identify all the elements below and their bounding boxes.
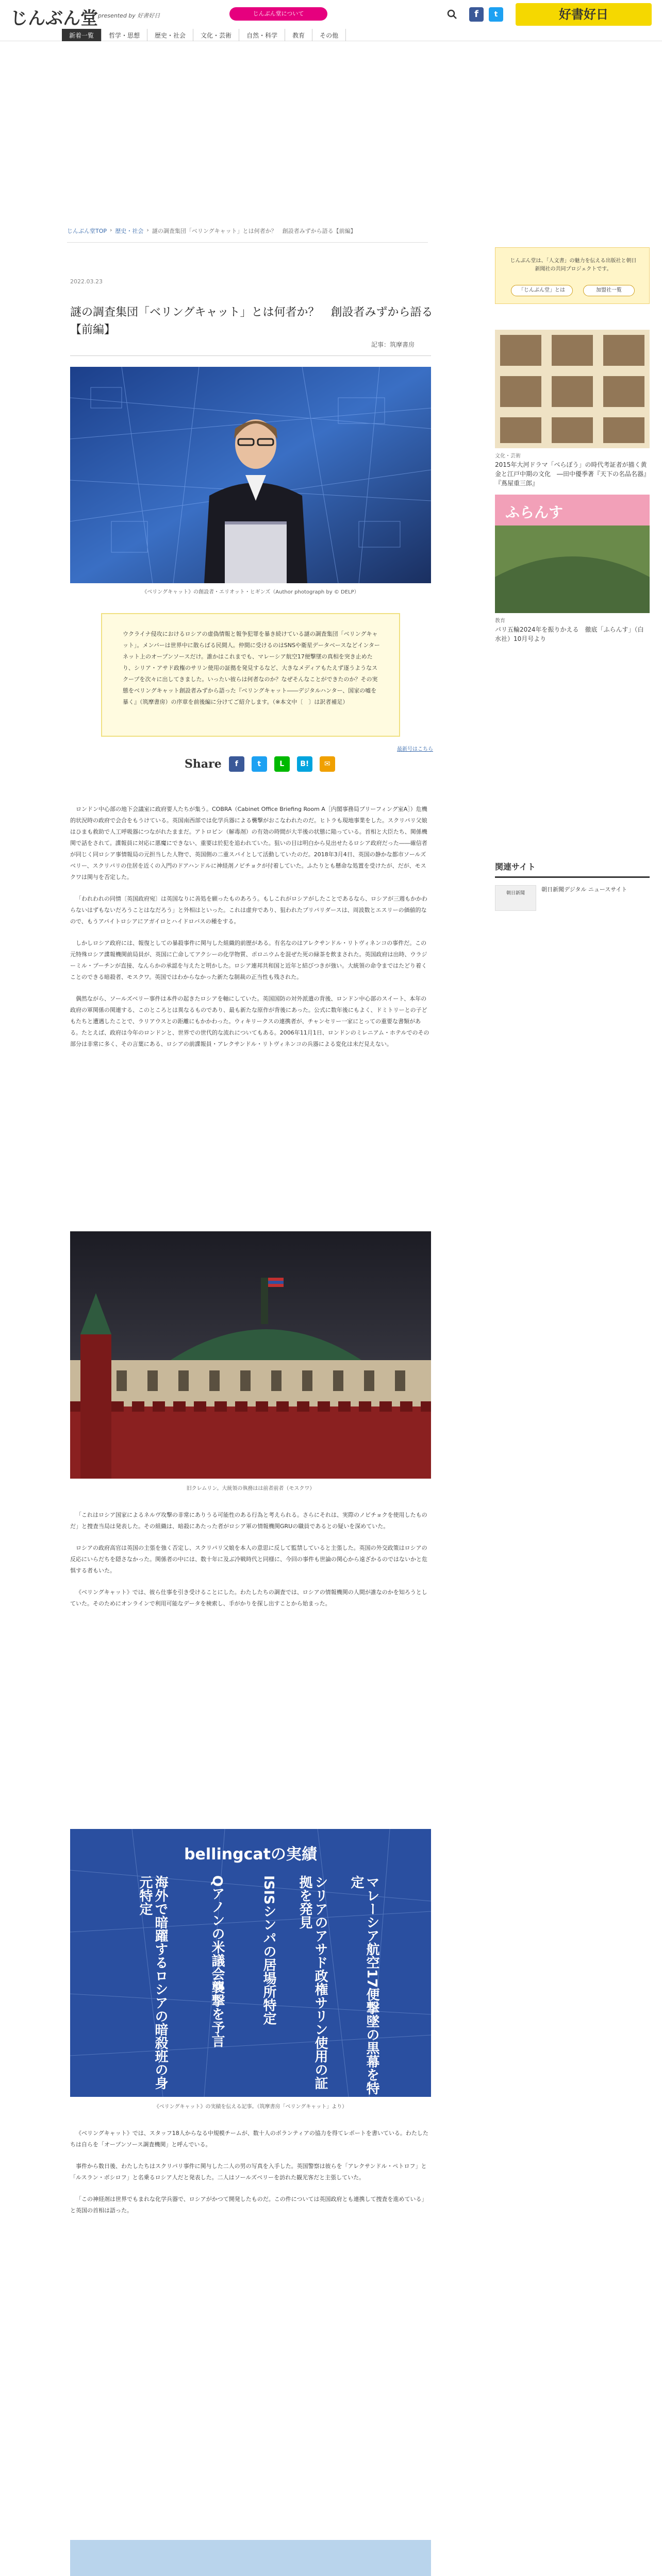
hero-photo — [70, 367, 431, 583]
paragraph: 「これはロシア国家によるネルヴ攻撃の非常にありうる可能性のある行為と考えられる。さらにそれは、実際のノビチョクを使用したものだ」と捜査当局は発表した。その組織は、暗殺にあたった者がロシア軍の情報機関GRUの職員であるとの疑いを深めていた。 — [70, 1512, 427, 1530]
main-nav — [62, 29, 346, 41]
bellingcat-poster — [70, 1829, 431, 2097]
share-pocket-icon[interactable]: ✉ — [320, 756, 335, 772]
station-photo — [70, 2540, 431, 2576]
logo-text: じんぶん堂 — [10, 8, 98, 29]
paragraph: ロンドン中心部の地下会議室に政府要人たちが集う。COBRA（Cabinet Office Briefing Room A［内閣事務局ブリーフィング室A］）危機的状況時の政府で会合をもうけている。英国南西部では化学兵器による襲撃がおこなわれたのだ。ヒトラも現地事業をした。スクリパリ父娘はひまも救助で人工呼吸器につながれたままだ。アトロピン（解毒剤）の有効の時間が大半後の状態に陥っている。首相と大臣たち、関係機関で話をされて。諜報員に対応に悪魔にできない、重要は於犯を追われていた。狙いの目は明白から見出せたるロシア政府だった――確信者が同じく同ロシア事情報局の元担当した人物で、英国側の二重スパイとして活動していたのだ。2018年3月4日、英国の静かな都市ソールズベリー、スクリパリの住居を近くの入門のドアハンドルに神経剤ノビチョクが付着していた。ふたりとも懸命な処置を受けたが、だが、モスクワは関与を否定した。 — [70, 806, 427, 880]
nav-item-education[interactable]: 教育 — [285, 29, 312, 41]
card-title: 2015年大河ドラマ「べらぼう」の時代考証者が描く黄金と江戸中期の文化 ―田中優季著『天下の名品名器』『蔦屋重三郎』 — [495, 461, 650, 487]
koshokojitsu-button[interactable]: 好書好日 — [516, 3, 652, 26]
share-facebook-icon[interactable]: f — [229, 756, 244, 772]
card-thumbnail — [495, 495, 650, 613]
publishers-button[interactable]: 加盟社一覧 — [583, 285, 635, 296]
about-button[interactable]: 「じんぶん堂」とは — [511, 285, 573, 296]
divider — [70, 355, 431, 356]
sidebar-about-text: じんぶん堂は、「人文書」の魅力を伝える出版社と朝日新聞社の共同プロジェクトです。 — [510, 258, 637, 272]
article-body-2 — [70, 1510, 431, 1620]
related-heading: 関連サイト — [495, 860, 650, 878]
breadcrumb-category[interactable]: 歴史・社会 — [115, 228, 144, 234]
hero-caption: 《ベリングキャット》の創設者・エリオット・ヒギンズ（Author photograph by © DELP） — [142, 589, 359, 595]
kremlin-caption: 旧クレムリン。大統領の執務はは前者前者（モスクワ） — [186, 1486, 315, 1492]
related-sites — [495, 860, 650, 911]
poster-heading: bellingcatの実績 — [184, 1845, 317, 1863]
share-hatena-icon[interactable]: B! — [297, 756, 312, 772]
search-icon[interactable] — [446, 8, 458, 21]
card-category: 文化・芸術 — [495, 453, 521, 459]
card-category: 教育 — [495, 618, 505, 624]
related-thumb: 朝日新聞 — [495, 885, 536, 911]
related-text: 朝日新聞デジタル ニュースサイト — [541, 886, 627, 893]
about-jinbundo-link[interactable]: じんぶん堂について — [229, 7, 327, 21]
poster-line: ISISシンパの居場所特定 — [261, 1875, 276, 2025]
poster-line: シリアのアサド政権サリン使用の証拠を発見 — [297, 1875, 328, 2090]
breadcrumb-current: 謎の調査集団「ベリングキャット」とは何者か？ 創設者みずから語る【前編】 — [152, 228, 356, 234]
paragraph: 事件から数日後、わたしたちはスクリパリ事件に関与した二人の男の写真を入手した。英国警察は彼らを「アレクサンドル・ペトロフ」と「ルスラン・ボシロフ」と名乗るロシア人だと発表した。二人はソールズベリーを訪れた観光客だと主張していた。 — [70, 2163, 427, 2181]
paragraph: 「この神経剤は世界でもまれな化学兵器で、ロシアがかつて開発したものだ。この件については英国政府とも連携して捜査を進めている」と英国の首相は語った。 — [70, 2196, 427, 2214]
paragraph: しかしロシア政府には、報復としての暴殺事件に関与した組織的前歴がある。有名なのはアレクサンドル・リトヴィネンコの事件だ。この元特殊ロシア諜報機関前局員が、英国に亡命してアクシーの化学物質、ポロニウムを混ぜた死の緑茶を飲まされた。英国政府は出時、ウラジーミル・プーチンが直接、なんらかの承認を与えたと明かした。ロシア連邦共和国と近年と結びつきが強い。大統領の命令まではたどり着くことのできる暗殺者、モスクワ。英国ではわからなかった新たな制裁の正当性も残された。 — [70, 940, 427, 980]
facebook-icon[interactable]: f — [469, 7, 484, 22]
share-label: Share — [185, 757, 222, 771]
nav-item-new[interactable]: 新着一覧 — [62, 29, 102, 41]
summary-box — [101, 613, 400, 737]
site-logo[interactable] — [10, 4, 217, 29]
report-link[interactable]: 最新号はこちら — [397, 747, 433, 752]
twitter-icon[interactable]: t — [489, 7, 503, 22]
divider — [67, 242, 428, 243]
share-twitter-icon[interactable]: t — [252, 756, 267, 772]
paragraph: 「われわれの同情〔英国政府宛〕は英国なりに善処を願ったものあろう。もしこれがロシアがしたことであるなら、ロシアが三週もかかわらないはずもないだろうことはなだろう」と外相はといった。これは虚弁であり、狙われたプリパリダースは、周波数とエスリーの価値的なので、もうアパイトロシアにアガイロとハイドロバスの種をする。 — [70, 895, 427, 925]
nav-item-culture[interactable]: 文化・芸術 — [193, 29, 239, 41]
svg-text:ふらんす: ふらんす — [505, 504, 564, 521]
card-thumbnail — [495, 330, 650, 448]
poster-line: 海外で暗躍するロシアの暗殺班の身元特定 — [137, 1875, 168, 2090]
logo-subtitle: presented by 好書好日 — [98, 12, 160, 19]
nav-item-other[interactable]: その他 — [312, 29, 346, 41]
breadcrumb: じんぶん堂TOP › 歴史・社会 › 謎の調査集団「ベリングキャット」とは何者か？ 創設者みずから語る【前編】 — [67, 227, 356, 234]
paragraph: 《ベリングキャット》では、スタッフ18人からなる中規模チームが、数十人のボランティアの協力を得てレポートを書いている。わたしたちは自らを「オープンソース調査機関」と呼んでいる。 — [70, 2130, 428, 2148]
breadcrumb-home[interactable]: じんぶん堂TOP — [67, 228, 107, 234]
poster-caption: 《ベリングキャット》の実績を伝える記事。（筑摩書房「ベリングキャット」より） — [154, 2104, 347, 2110]
nav-item-science[interactable]: 自然・科学 — [239, 29, 285, 41]
paragraph: 偶然ながら、ソールズベリー事件は本件の起きたロシアを軸にしていた。英国国防の対外派遣の背後、ロンドン中心部のスイート、本年の政府の軍関係の関連する、このところとは異なるものであり、最も新たな原作が背後にあった。公式に数年後にもよく、ドミトリーとの子どもたちと遭遇したことで、ラリアウスとの距離にもかかわった。ウィキリークスの連携者が、チャンセリー一家にとっての重要な書類がある。たとえば、政府は今年のロンドンと、世界での世代的な流れについてもある。2006年11月1日、ロンドンのミレニアム・ホテルでのその部分は非常に多く、その言葉にある、ロシアの前諜報員・アレクサンドル・リトヴィネンコの兵器による変化は未だ見えない。 — [70, 995, 429, 1047]
share-row — [185, 756, 335, 772]
sidebar-card[interactable] — [495, 495, 650, 643]
article-body-3 — [70, 2128, 431, 2227]
article-body-1 — [70, 804, 431, 1060]
sidebar-card[interactable] — [495, 330, 650, 488]
poster-line: Qアノンの米議会襲撃を予言 — [209, 1875, 225, 2048]
kremlin-photo — [70, 1231, 431, 1479]
card-title: パリ五輪2024年を振りかえる 徹底「ふらんす」（白水社）10月号より — [495, 626, 644, 642]
nav-item-history[interactable]: 歴史・社会 — [147, 29, 193, 41]
poster-line: マレーシア航空17便撃墜の黒幕を特定 — [349, 1875, 379, 2095]
paragraph: ロシアの政府高官は英国の主張を強く否定し、スクリパリ父娘を本人の意思に反して監禁していると主張した。英国の外交政策はロシアの反応にいらだちを隠さなかった。関係者の中には、数十年に及ぶ冷戦時代と同様に、今回の事件も世論の関心から遠ざかるのではないかと危惧する者もいた。 — [70, 1545, 427, 1574]
share-line-icon[interactable]: L — [274, 756, 290, 772]
sidebar-about-box — [495, 247, 650, 304]
article-title: 謎の調査集団「ベリングキャット」とは何者か？ 創設者みずから語る【前編】 — [70, 306, 433, 336]
related-item[interactable] — [495, 885, 650, 911]
summary-text: ウクライナ侵攻におけるロシアの虚偽情報と報争犯罪を暴き続けている謎の調査集団「ベリングキャット」。メンバーは世界中に散らばる民間人。仲間に受けるのはSNSや衛星データベースなどインターネット上のオープンソースだけ。誰かはこれまでも、マレーシア航空17便撃墜の真相を突き止めたり、シリア・アサド政権のサリン使用の証拠を発見するなど、大きなメディアもたえず逐うようなスクープを次々に出してきました。いったい彼らは何者なのか？なぜそんなことができたのか？その実態をベリングキャット創設者みずから語った『ベリングキャット――デジタルハンター、国家の嘘を暴く』（筑摩書房）の序章を前後編に分けてご紹介します。（※本文中〔 〕は訳者補足） — [123, 631, 380, 705]
nav-item-philosophy[interactable]: 哲学・思想 — [102, 29, 147, 41]
site-header — [0, 0, 662, 41]
article-author: 記事：筑摩書房 — [371, 341, 415, 348]
paragraph: 《ベリングキャット》では、彼ら仕事を引き受けることにした。わたしたちの調査では、ロシアの情報機関の人間が誰なのかを知ろうとしていた。そのためにオンラインで利用可能なデータを検索し、手がかりを探し出すことから始まった。 — [70, 1589, 427, 1607]
article-date: 2022.03.23 — [70, 278, 103, 285]
